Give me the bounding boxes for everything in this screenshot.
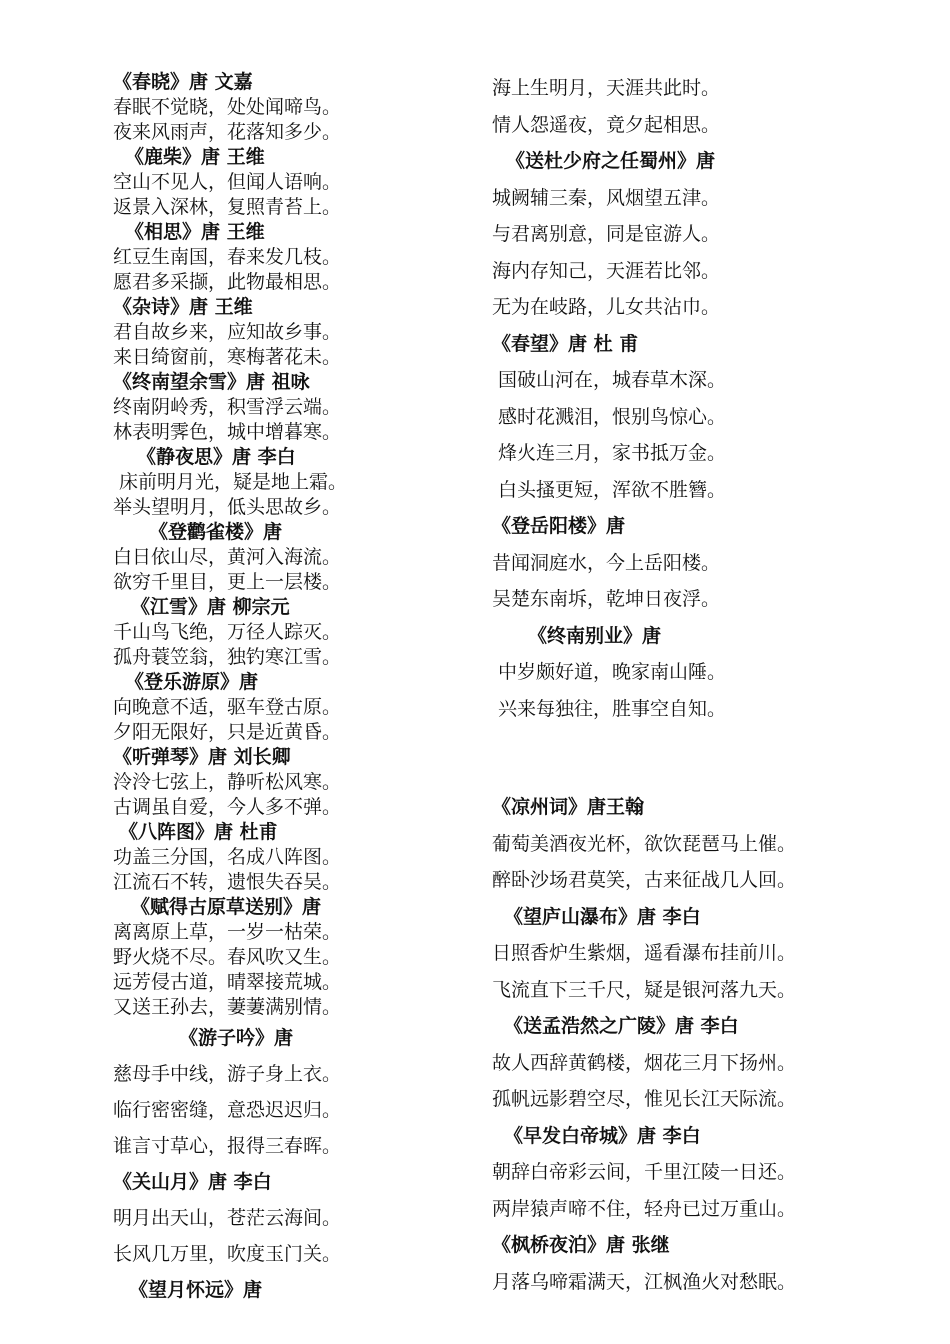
- right-column: [492, 70, 912, 1300]
- poem-block: [492, 326, 912, 509]
- poem-title: 《早发白帝城》唐 李白: [504, 1124, 701, 1147]
- poem-line: 君自故乡来，应知故乡事。: [113, 321, 342, 343]
- poem-block: [492, 789, 912, 899]
- poem-title: 《杂诗》唐 王维: [113, 296, 253, 318]
- poem-line: 古调虽自爱，今人多不弹。: [113, 796, 342, 818]
- poem-title: 《鹿柴》唐 王维: [125, 146, 265, 168]
- poem-line: 欲穷千里目，更上一层楼。: [113, 571, 342, 593]
- poem-line: 床前明月光，疑是地上霜。: [113, 471, 348, 493]
- poem-line: 野火烧不尽。春风吹又生。: [113, 946, 342, 968]
- poem-title: 《赋得古原草送别》唐: [131, 896, 322, 918]
- poem-title: 《终南望余雪》唐 祖咏: [113, 371, 310, 393]
- poem-block: [492, 508, 912, 618]
- poem-line: 来日绮窗前，寒梅著花未。: [113, 346, 342, 368]
- poem-block: [113, 670, 433, 745]
- poem-line: 无为在岐路，儿女共沾巾。: [492, 296, 721, 318]
- poem-block: [492, 1008, 912, 1118]
- poem-title: 《春晓》唐 文嘉: [113, 71, 253, 93]
- poem-title: 《送杜少府之任蜀州》唐: [506, 150, 716, 172]
- poem-line: 白日依山尽，黄河入海流。: [113, 546, 342, 568]
- poem-line: 千山鸟飞绝，万径人踪灭。: [113, 621, 342, 643]
- poem-line: 醉卧沙场君莫笑，古来征战几人回。: [492, 869, 797, 891]
- poem-block: [492, 1227, 912, 1300]
- poem-line: 举头望明月，低头思故乡。: [113, 496, 342, 518]
- poem-line: 临行密密缝，意恐迟迟归。: [113, 1099, 342, 1121]
- poem-title: 《登鹳雀楼》唐: [149, 521, 283, 543]
- poem-block: [492, 618, 912, 728]
- poem-block: [113, 295, 433, 370]
- poem-line: 林表明霁色，城中增暮寒。: [113, 421, 342, 443]
- poem-line: 城阙辅三秦，风烟望五津。: [492, 186, 721, 209]
- poem-line: 愿君多采撷，此物最相思。: [113, 271, 342, 293]
- poem-line: 昔闻洞庭水，今上岳阳楼。: [492, 551, 721, 574]
- poem-line: 返景入深林，复照青苔上。: [113, 196, 342, 218]
- poem-title: 《静夜思》唐 李白: [137, 446, 296, 468]
- poem-line: 海上生明月，天涯共此时。: [492, 77, 721, 99]
- poem-title: 《登乐游原》唐: [125, 671, 259, 693]
- poem-block: [113, 445, 433, 520]
- poem-line: 飞流直下三千尺，疑是银河落九天。: [492, 978, 797, 1001]
- poem-line: 感时花溅泪，恨别鸟惊心。: [492, 405, 727, 428]
- poem-line: 孤帆远影碧空尽，惟见长江天际流。: [492, 1088, 797, 1110]
- poem-title: 《相思》唐 王维: [125, 221, 265, 243]
- poem-title: 《望月怀远》唐: [129, 1279, 263, 1301]
- poem-title: 《凉州词》唐王翰: [492, 796, 645, 818]
- poem-line: 两岸猿声啼不住，轻舟已过万重山。: [492, 1197, 797, 1220]
- poem-block: [113, 70, 433, 145]
- poem-line: 江流石不转，遗恨失吞吴。: [113, 871, 342, 893]
- poem-line: 明月出天山，苍茫云海间。: [113, 1207, 342, 1229]
- poem-title: 《听弹琴》唐 刘长卿: [113, 746, 291, 768]
- poem-title: 《游子吟》唐: [179, 1027, 294, 1049]
- poem-block: [113, 1164, 433, 1272]
- left-column: [113, 70, 433, 1308]
- poem-title: 《关山月》唐 李白: [113, 1171, 272, 1193]
- poem-line: 终南阴岭秀，积雪浮云端。: [113, 396, 342, 418]
- poem-block: [113, 145, 433, 220]
- poem-block: [113, 745, 433, 820]
- poem-line: 又送王孙去，萋萋满别情。: [113, 996, 342, 1018]
- poem-line: 月落乌啼霜满天，江枫渔火对愁眠。: [492, 1270, 797, 1293]
- poem-line: 中岁颇好道，晚家南山陲。: [492, 661, 727, 683]
- poem-title: 《终南别业》唐: [528, 624, 662, 647]
- poem-line: 向晚意不适，驱车登古原。: [113, 696, 342, 718]
- poem-block: [113, 370, 433, 445]
- poem-block: [113, 895, 433, 1020]
- poem-line: 离离原上草，一岁一枯荣。: [113, 921, 342, 943]
- poem-line: 夜来风雨声，花落知多少。: [113, 121, 342, 143]
- poem-title: 《江雪》唐 柳宗元: [131, 596, 290, 618]
- poem-block: [113, 520, 433, 595]
- poem-line: 兴来每独往，胜事空自知。: [492, 697, 727, 720]
- poem-line: 白头搔更短，浑欲不胜簪。: [492, 478, 727, 501]
- poem-block: [113, 820, 433, 895]
- poem-line: 烽火连三月，家书抵万金。: [492, 442, 727, 464]
- poem-line: 谁言寸草心，报得三春晖。: [113, 1135, 342, 1157]
- poem-line: 长风几万里，吹度玉门关。: [113, 1243, 342, 1265]
- poem-block: [492, 899, 912, 1009]
- poem-line: 葡萄美酒夜光杯，欲饮琵琶马上催。: [492, 832, 797, 855]
- poem-block: [113, 595, 433, 670]
- poem-block: [113, 1020, 433, 1164]
- poem-title: 《枫桥夜泊》唐 张继: [492, 1234, 670, 1256]
- poem-line: 情人怨遥夜，竟夕起相思。: [492, 113, 721, 136]
- poem-line: 慈母手中线，游子身上衣。: [113, 1063, 342, 1085]
- poem-line: 吴楚东南坼，乾坤日夜浮。: [492, 588, 721, 610]
- poem-line: 红豆生南国，春来发几枝。: [113, 246, 342, 268]
- poem-block: [492, 1118, 912, 1228]
- poem-line: 日照香炉生紫烟，遥看瀑布挂前川。: [492, 942, 797, 964]
- poem-line: 海内存知己，天涯若比邻。: [492, 259, 721, 282]
- poem-block: [113, 220, 433, 295]
- poem-title: 《登岳阳楼》唐: [492, 515, 626, 537]
- poem-title: 《望庐山瀑布》唐 李白: [504, 905, 701, 928]
- poem-line: 远芳侵古道，晴翠接荒城。: [113, 971, 342, 993]
- right-column-bottom: [492, 789, 912, 1300]
- column-gap: [492, 727, 912, 789]
- poem-line: 泠泠七弦上，静听松风寒。: [113, 771, 342, 793]
- poem-line: 故人西辞黄鹤楼，烟花三月下扬州。: [492, 1051, 797, 1074]
- poem-block: [113, 1272, 433, 1308]
- poem-line: 春眠不觉晓，处处闻啼鸟。: [113, 96, 342, 118]
- poem-title: 《送孟浩然之广陵》唐 李白: [504, 1015, 739, 1037]
- poem-line: 朝辞白帝彩云间，千里江陵一日还。: [492, 1161, 797, 1183]
- poem-line: 孤舟蓑笠翁，独钓寒江雪。: [113, 646, 342, 668]
- poem-line: 国破山河在，城春草木深。: [492, 369, 727, 391]
- poem-block: [492, 70, 912, 143]
- poem-line: 夕阳无限好，只是近黄昏。: [113, 721, 342, 743]
- poem-title: 《八阵图》唐 杜甫: [119, 821, 278, 843]
- poem-title: 《春望》唐 杜 甫: [492, 332, 639, 355]
- poem-block: [492, 143, 912, 326]
- poem-line: 功盖三分国，名成八阵图。: [113, 846, 342, 868]
- poem-line: 空山不见人，但闻人语响。: [113, 171, 342, 193]
- poem-line: 与君离别意，同是宦游人。: [492, 223, 721, 245]
- right-column-top: [492, 70, 912, 727]
